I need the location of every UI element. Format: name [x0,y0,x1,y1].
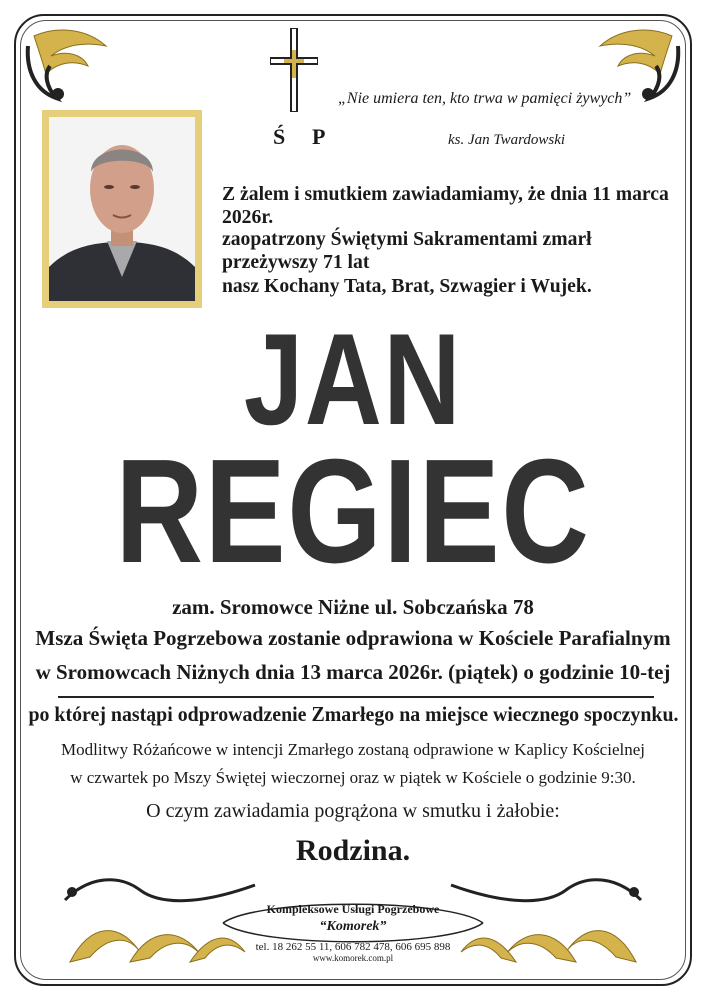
first-name: JAN [243,306,463,452]
address-line: zam. Sromowce Niżne ul. Sobczańska 78 [172,595,534,619]
last-name: REGIEC [115,429,591,594]
intro-line-2: zaopatrzony Świętymi Sakramentami zmarł przeżywszy 71 lat [222,228,592,273]
company-service: Kompleksowe Usługi Pogrzebowe [266,902,440,916]
prayer-line-2: w czwartek po Mszy Świętej wieczornej oraz w piątek w Kościele o godzinie 9:30. [70,768,636,787]
portrait-photo [42,110,202,308]
company-name: “Komorek” [319,919,387,934]
cross-icon [270,28,318,112]
portrait-image [49,117,195,301]
mass-line-2: w Sromowcach Niżnych dnia 13 marca 2026r. (piątek) o godzinie 10-tej [35,660,671,684]
corner-ornament-icon [16,16,126,116]
prayer-line-1: Modlitwy Różańcowe w intencji Zmarłego zostaną odprawione w Kaplicy Kościelnej [61,740,645,759]
quote-author: ks. Jan Twardowski [448,132,566,148]
closing-line: O czym zawiadamia pogrążona w smutku i żałobie: [146,800,560,822]
company-website: www.komorek.com.pl [312,953,394,963]
company-phones: tel. 18 262 55 11, 606 782 478, 606 695 898 [255,941,451,953]
mass-line-1: Msza Święta Pogrzebowa zostanie odprawiona w Kościele Parafialnym [35,626,671,650]
intro-line-3: nasz Kochany Tata, Brat, Szwagier i Wujek. [222,275,592,297]
intro-line-1: Z żalem i smutkiem zawiadamiamy, że dnia 11 marca 2026r. [222,183,669,228]
family-signature: Rodzina. [295,834,411,867]
sp-letter-p: P [312,124,326,149]
mass-line-3: po której nastąpi odprowadzenie Zmarłego na miejsce wiecznego spoczynku. [27,702,678,726]
sp-letter-s: Ś [273,124,286,149]
quote-text: „Nie umiera ten, kto trwa w pamięci żywych” [338,90,632,107]
funeral-company [228,902,478,963]
divider-rule [58,696,654,698]
